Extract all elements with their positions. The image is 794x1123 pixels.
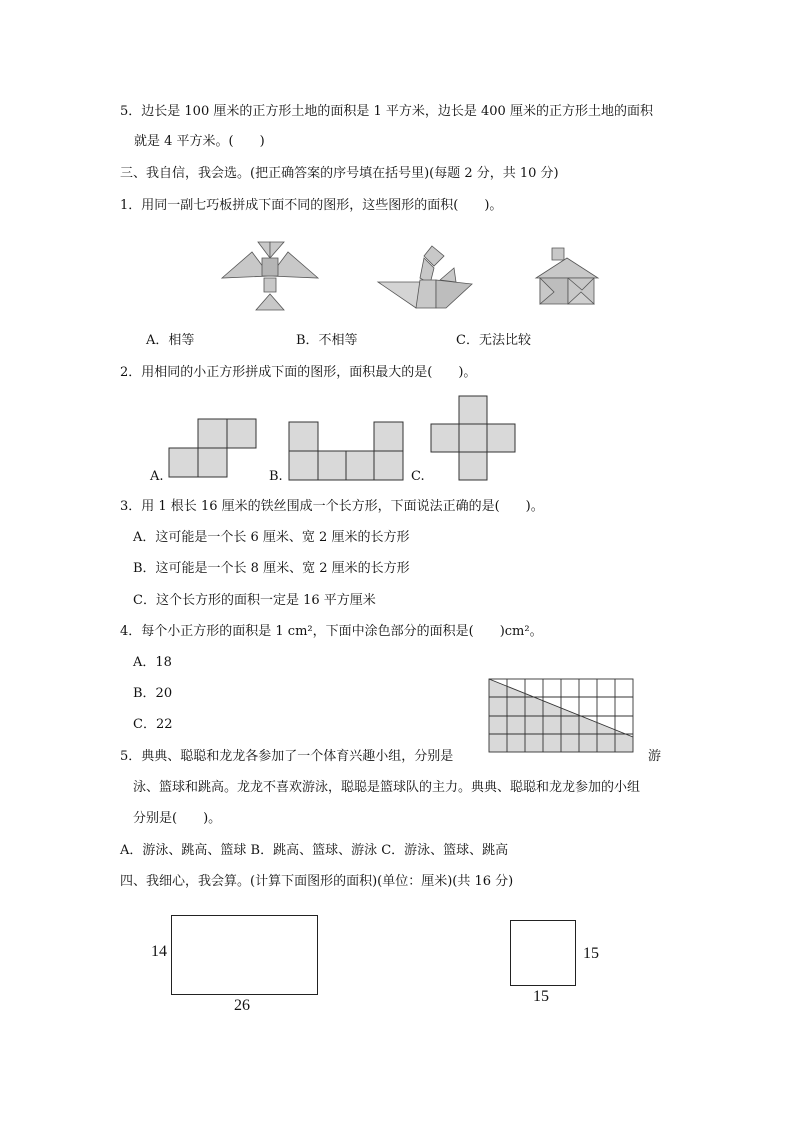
section4-title: 四、我细心，我会算。(计算下面图形的面积)(单位：厘米)(共 16 分): [120, 874, 514, 889]
q3-option-b[interactable]: B．这可能是一个长 8 厘米、宽 2 厘米的长方形: [133, 561, 410, 576]
q5-line1-end: 游: [648, 749, 662, 764]
q2-figure-b: [288, 421, 405, 481]
rect-width-label: 26: [234, 997, 250, 1014]
q4-option-a[interactable]: A．18: [133, 655, 172, 670]
rect-height-label: 14: [151, 943, 167, 960]
q5-options[interactable]: A．游泳、跳高、篮球 B．跳高、篮球、游泳 C．游泳、篮球、跳高: [120, 843, 509, 858]
q4-text: 4．每个小正方形的面积是 1 cm²，下面中涂色部分的面积是( )cm²。: [120, 624, 543, 639]
q3-text: 3．用 1 根长 16 厘米的铁丝围成一个长方形，下面说法正确的是( )。: [120, 499, 544, 514]
q2-label-c[interactable]: C.: [411, 469, 425, 484]
q2-figure-c: [430, 395, 516, 481]
judge-q5-line2: 就是 4 平方米。( ): [134, 134, 265, 149]
section3-title: 三、我自信，我会选。(把正确答案的序号填在括号里)(每题 2 分，共 10 分): [120, 166, 559, 181]
tangram-house-figure: [534, 246, 600, 308]
tangram-bird-figure: [218, 238, 322, 314]
q1-option-a[interactable]: A．相等: [146, 333, 195, 348]
q5-line1-start: 5．典典、聪聪和龙龙各参加了一个体育兴趣小组，分别是: [120, 749, 454, 764]
square-side-label-bottom: 15: [533, 988, 549, 1005]
q5-line3: 分别是( )。: [133, 811, 222, 826]
square-side-label-right: 15: [583, 945, 599, 962]
judge-q5-line1: 5．边长是 100 厘米的正方形土地的面积是 1 平方米，边长是 400 厘米的正方形土地的面积: [120, 104, 653, 119]
area-square: [510, 920, 576, 986]
q1-option-c[interactable]: C．无法比较: [456, 333, 531, 348]
q3-option-c[interactable]: C．这个长方形的面积一定是 16 平方厘米: [133, 593, 376, 608]
q4-option-b[interactable]: B．20: [133, 686, 173, 701]
q1-text: 1．用同一副七巧板拼成下面不同的图形，这些图形的面积( )。: [120, 198, 503, 213]
q3-option-a[interactable]: A．这可能是一个长 6 厘米、宽 2 厘米的长方形: [133, 530, 410, 545]
q1-option-b[interactable]: B．不相等: [296, 333, 358, 348]
q5-line2: 泳、篮球和跳高。龙龙不喜欢游泳，聪聪是篮球队的主力。典典、聪聪和龙龙参加的小组: [133, 780, 641, 795]
tangram-boat-figure: [376, 244, 476, 314]
q2-text: 2．用相同的小正方形拼成下面的图形，面积最大的是( )。: [120, 365, 477, 380]
q2-figure-a: [168, 418, 257, 479]
q4-grid-figure: [488, 678, 634, 753]
q2-label-b[interactable]: B.: [269, 469, 283, 484]
q2-label-a[interactable]: A.: [150, 469, 164, 484]
q4-option-c[interactable]: C．22: [133, 717, 173, 732]
area-rectangle: [171, 915, 318, 995]
